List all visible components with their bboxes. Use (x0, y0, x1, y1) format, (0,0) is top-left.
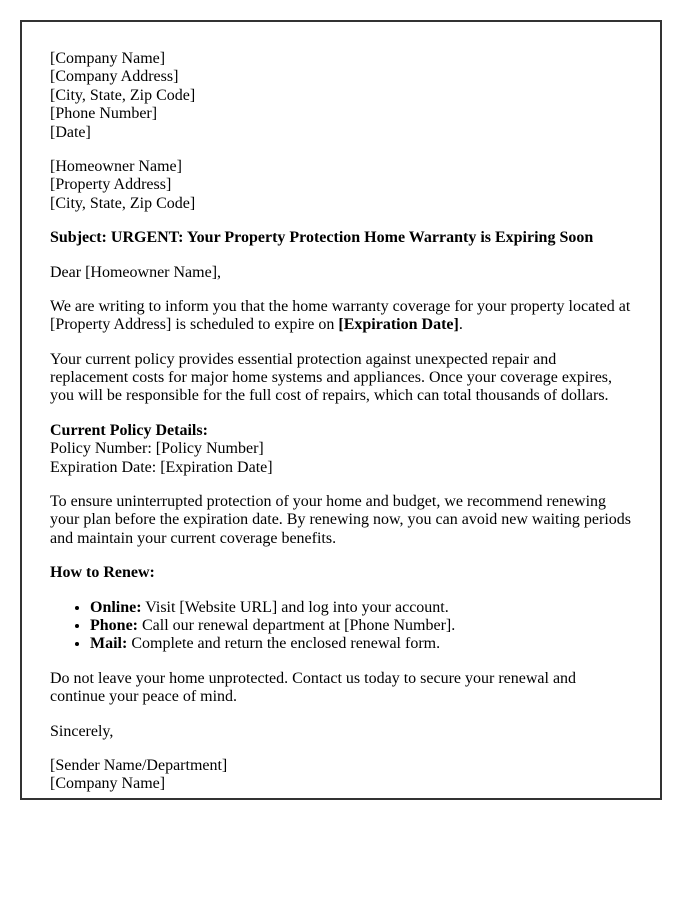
expiration-date-placeholder: [Expiration Date] (338, 316, 459, 334)
sender-phone-number: [Phone Number] (50, 105, 158, 123)
recipient-address-block (50, 158, 632, 213)
renewal-option-mail (90, 635, 632, 653)
salutation: Dear [Homeowner Name], (50, 263, 222, 281)
how-to-renew-heading: How to Renew: (50, 564, 155, 582)
closing: Sincerely, (50, 722, 114, 740)
sender-company-name: [Company Name] (50, 50, 166, 67)
recipient-city-state-zip: [City, State, Zip Code] (50, 194, 196, 212)
sender-company-address: [Company Address] (50, 68, 179, 86)
signature-sender-name: [Sender Name/Department] (50, 756, 228, 774)
policy-details-heading: Current Policy Details: (50, 421, 208, 439)
policy-number-line: Policy Number: [Policy Number] (50, 440, 264, 458)
paragraph-policy-value: Your current policy provides essential protection against unexpected repair and replacement costs for major home systems and appliances. Once your coverage expires, you will be responsible for the full cost of repairs, which can total thousands of dollars. (50, 350, 613, 405)
signature-company-name: [Company Name] (50, 775, 166, 793)
policy-details-block (50, 422, 632, 477)
sender-city-state-zip: [City, State, Zip Code] (50, 86, 196, 104)
renewal-option-mail-text: Complete and return the enclosed renewal form. (127, 635, 441, 653)
renewal-option-phone (90, 617, 632, 635)
renewal-option-mail-label: Mail: (90, 635, 128, 653)
paragraph-renewal-recommendation: To ensure uninterrupted protection of your home and budget, we recommend renewing your plan before the expiration date. By renewing now, you can avoid new waiting periods and maintain your current coverage benefits. (50, 493, 632, 547)
renewal-option-online (90, 599, 632, 617)
expiry-notice-period: . (458, 316, 463, 334)
renewal-options-list (50, 599, 632, 654)
letter-document (20, 20, 662, 800)
renewal-option-online-label: Online: (90, 598, 142, 616)
expiration-date-line: Expiration Date: [Expiration Date] (50, 458, 273, 476)
subject-line: Subject: URGENT: Your Property Protection Home Warranty is Expiring Soon (50, 229, 594, 247)
signature-block (50, 757, 632, 794)
recipient-property-address: [Property Address] (50, 176, 172, 194)
sender-address-block (50, 50, 632, 142)
recipient-homeowner-name: [Homeowner Name] (50, 157, 182, 175)
renewal-option-phone-text: Call our renewal department at [Phone Number]. (138, 616, 456, 634)
letter-date: [Date] (50, 123, 91, 141)
paragraph-expiry-notice (50, 298, 632, 335)
renewal-option-phone-label: Phone: (90, 616, 138, 634)
expiry-notice-text: We are writing to inform you that the home warranty coverage for your property located at [Property Address] is scheduled to expire on (50, 297, 631, 334)
paragraph-call-to-action: Do not leave your home unprotected. Contact us today to secure your renewal and continue your peace of mind. (50, 669, 577, 706)
renewal-option-online-text: Visit [Website URL] and log into your account. (141, 598, 449, 616)
